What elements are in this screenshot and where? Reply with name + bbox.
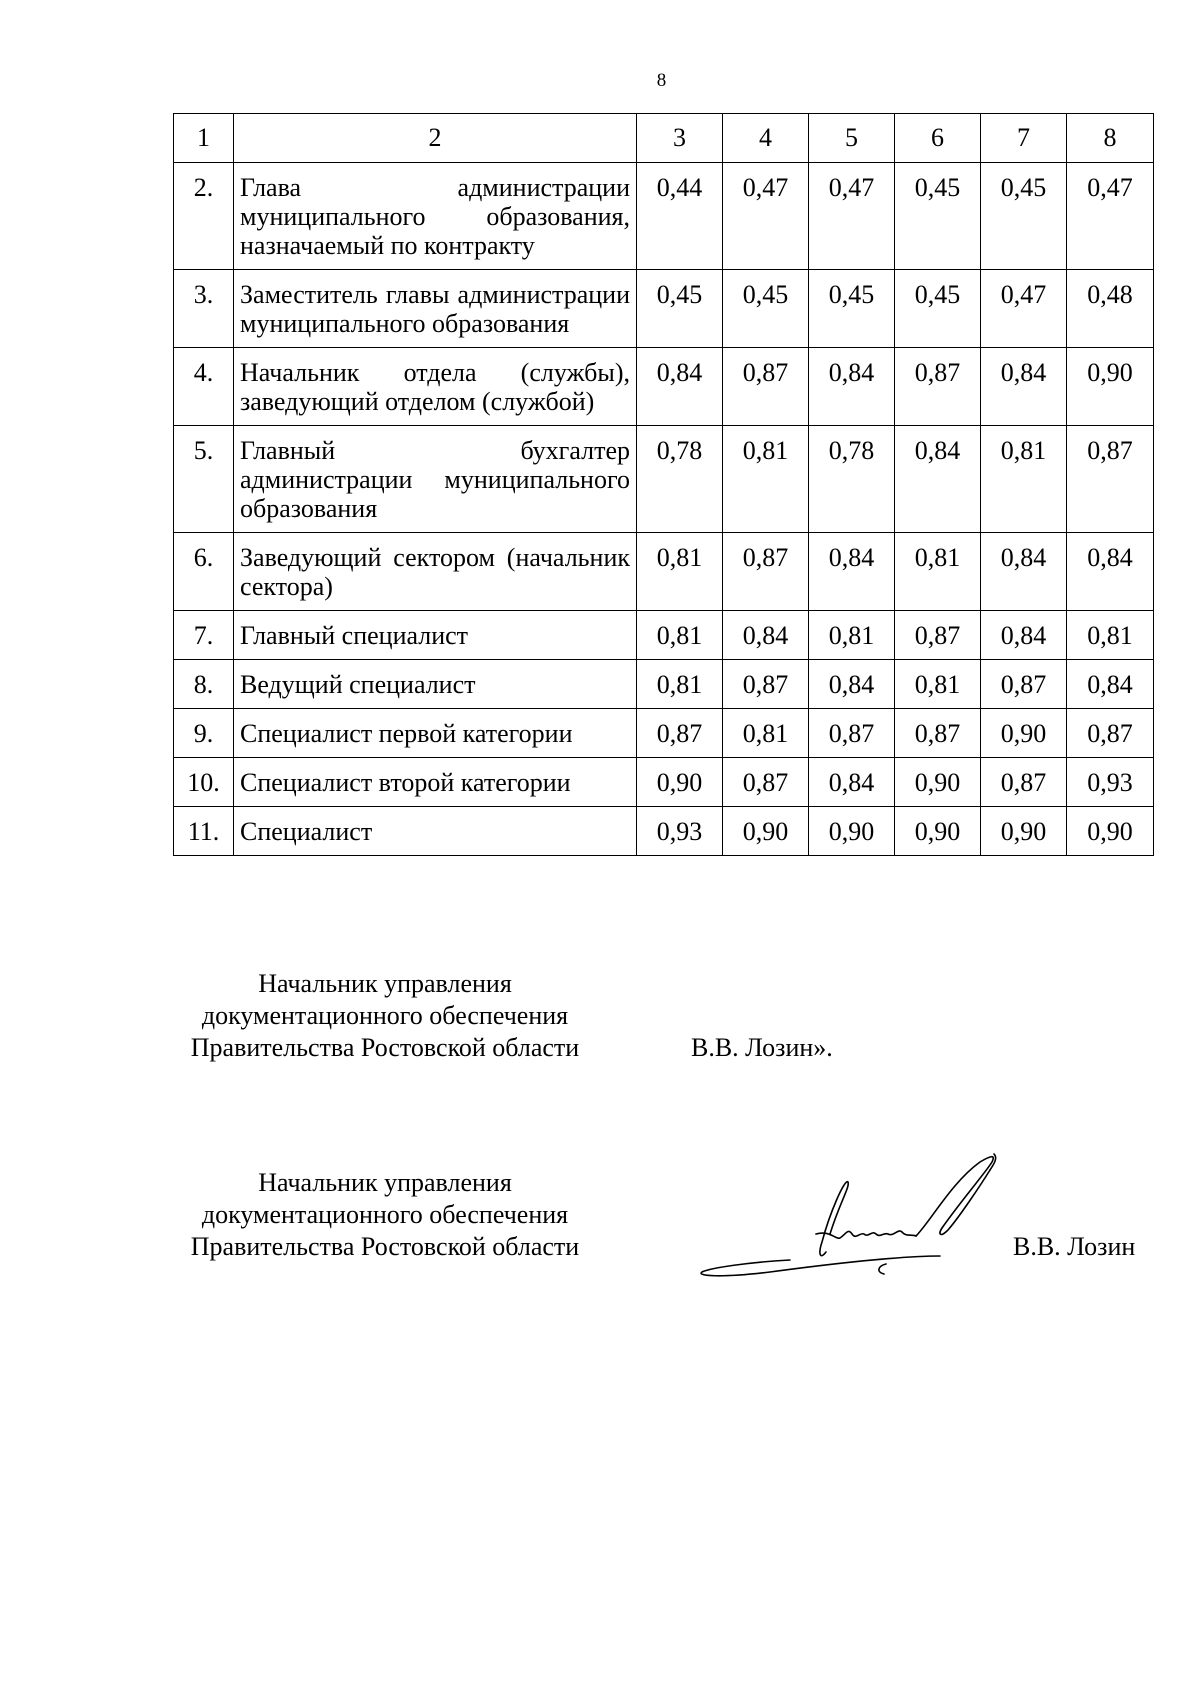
coefficient-value: 0,45 <box>895 163 981 270</box>
coefficient-value: 0,87 <box>723 533 809 611</box>
table-header-row <box>174 114 1154 163</box>
coefficient-value: 0,81 <box>637 533 723 611</box>
coefficient-value: 0,45 <box>895 270 981 348</box>
coefficient-value: 0,47 <box>1067 163 1154 270</box>
row-number: 2. <box>174 163 234 270</box>
coefficient-value: 0,90 <box>637 758 723 807</box>
handwritten-signature <box>690 1142 1020 1287</box>
official-title-line: документационного обеспечения <box>201 1200 569 1229</box>
coefficient-value: 0,81 <box>637 611 723 660</box>
coefficient-value: 0,87 <box>637 709 723 758</box>
coefficient-value: 0,44 <box>637 163 723 270</box>
column-header: 2 <box>234 114 637 163</box>
coefficient-value: 0,81 <box>809 611 895 660</box>
coefficient-value: 0,87 <box>1067 709 1154 758</box>
coefficient-value: 0,87 <box>981 660 1067 709</box>
table-row <box>174 348 1154 426</box>
coefficient-value: 0,84 <box>981 611 1067 660</box>
coefficients-table-wrapper <box>173 113 1153 856</box>
column-header: 1 <box>174 114 234 163</box>
official-title <box>170 968 600 1064</box>
position-name: Специалист второй категории <box>234 758 637 807</box>
column-header: 3 <box>637 114 723 163</box>
coefficient-value: 0,93 <box>637 807 723 856</box>
coefficient-value: 0,84 <box>981 533 1067 611</box>
coefficient-value: 0,45 <box>981 163 1067 270</box>
position-name: Специалист первой категории <box>234 709 637 758</box>
official-title <box>170 1167 600 1263</box>
coefficient-value: 0,84 <box>981 348 1067 426</box>
row-number: 10. <box>174 758 234 807</box>
coefficient-value: 0,84 <box>1067 660 1154 709</box>
row-number: 3. <box>174 270 234 348</box>
coefficient-value: 0,87 <box>723 660 809 709</box>
coefficient-value: 0,81 <box>895 533 981 611</box>
position-name: Заместитель главы администрации муниципального образования <box>234 270 637 348</box>
table-row <box>174 426 1154 533</box>
position-name: Специалист <box>234 807 637 856</box>
coefficient-value: 0,90 <box>981 709 1067 758</box>
coefficient-value: 0,90 <box>895 807 981 856</box>
table-body <box>174 114 1154 856</box>
coefficient-value: 0,81 <box>637 660 723 709</box>
coefficient-value: 0,84 <box>723 611 809 660</box>
page-number: 8 <box>656 70 667 91</box>
position-name: Главный специалист <box>234 611 637 660</box>
coefficient-value: 0,81 <box>723 426 809 533</box>
coefficient-value: 0,81 <box>895 660 981 709</box>
coefficient-value: 0,87 <box>1067 426 1154 533</box>
coefficient-value: 0,84 <box>809 348 895 426</box>
table-row <box>174 533 1154 611</box>
coefficient-value: 0,87 <box>981 758 1067 807</box>
official-title-line: документационного обеспечения <box>201 1001 569 1030</box>
official-name: В.В. Лозин <box>1013 1232 1136 1261</box>
position-name: Ведущий специалист <box>234 660 637 709</box>
coefficient-value: 0,47 <box>981 270 1067 348</box>
table-row <box>174 807 1154 856</box>
coefficient-value: 0,87 <box>895 348 981 426</box>
coefficient-value: 0,93 <box>1067 758 1154 807</box>
coefficient-value: 0,87 <box>895 611 981 660</box>
table-row <box>174 758 1154 807</box>
coefficient-value: 0,45 <box>637 270 723 348</box>
row-number: 7. <box>174 611 234 660</box>
coefficient-value: 0,90 <box>895 758 981 807</box>
coefficient-value: 0,81 <box>1067 611 1154 660</box>
official-title-line: Правительства Ростовской области <box>190 1232 580 1261</box>
row-number: 5. <box>174 426 234 533</box>
coefficients-table <box>173 113 1154 856</box>
column-header: 7 <box>981 114 1067 163</box>
signature-block-second <box>170 1167 1160 1307</box>
position-name: Начальник отдела (службы), заведующий отделом (службой) <box>234 348 637 426</box>
position-name: Заведующий сектором (начальник сектора) <box>234 533 637 611</box>
coefficient-value: 0,90 <box>809 807 895 856</box>
official-title-line: Начальник управления <box>258 969 512 998</box>
signature-block-first <box>170 968 1160 1078</box>
table-row <box>174 709 1154 758</box>
table-row <box>174 270 1154 348</box>
official-title-line: Правительства Ростовской области <box>190 1033 580 1062</box>
coefficient-value: 0,84 <box>895 426 981 533</box>
coefficient-value: 0,47 <box>809 163 895 270</box>
row-number: 9. <box>174 709 234 758</box>
coefficient-value: 0,87 <box>723 758 809 807</box>
table-row <box>174 660 1154 709</box>
official-title-line: Начальник управления <box>258 1168 512 1197</box>
column-header: 6 <box>895 114 981 163</box>
coefficient-value: 0,48 <box>1067 270 1154 348</box>
coefficient-value: 0,90 <box>981 807 1067 856</box>
coefficient-value: 0,84 <box>809 533 895 611</box>
coefficient-value: 0,84 <box>1067 533 1154 611</box>
column-header: 5 <box>809 114 895 163</box>
coefficient-value: 0,81 <box>981 426 1067 533</box>
coefficient-value: 0,45 <box>809 270 895 348</box>
coefficient-value: 0,87 <box>895 709 981 758</box>
official-name: В.В. Лозин». <box>691 1033 833 1062</box>
position-name: Глава администрации муниципального образования, назначаемый по контракту <box>234 163 637 270</box>
coefficient-value: 0,78 <box>809 426 895 533</box>
table-row <box>174 163 1154 270</box>
row-number: 11. <box>174 807 234 856</box>
table-row <box>174 611 1154 660</box>
coefficient-value: 0,78 <box>637 426 723 533</box>
row-number: 8. <box>174 660 234 709</box>
position-name: Главный бухгалтер администрации муниципального образования <box>234 426 637 533</box>
coefficient-value: 0,87 <box>809 709 895 758</box>
coefficient-value: 0,45 <box>723 270 809 348</box>
coefficient-value: 0,84 <box>809 758 895 807</box>
column-header: 8 <box>1067 114 1154 163</box>
coefficient-value: 0,84 <box>809 660 895 709</box>
coefficient-value: 0,87 <box>723 348 809 426</box>
coefficient-value: 0,84 <box>637 348 723 426</box>
row-number: 4. <box>174 348 234 426</box>
coefficient-value: 0,81 <box>723 709 809 758</box>
coefficient-value: 0,47 <box>723 163 809 270</box>
column-header: 4 <box>723 114 809 163</box>
row-number: 6. <box>174 533 234 611</box>
coefficient-value: 0,90 <box>723 807 809 856</box>
coefficient-value: 0,90 <box>1067 807 1154 856</box>
coefficient-value: 0,90 <box>1067 348 1154 426</box>
